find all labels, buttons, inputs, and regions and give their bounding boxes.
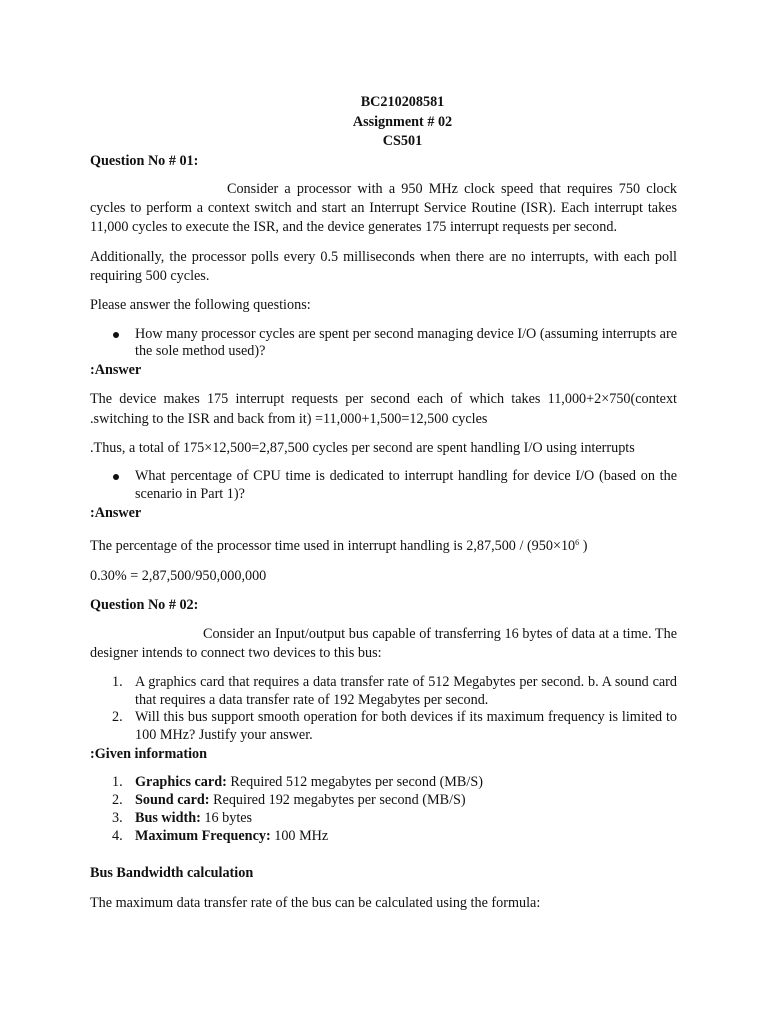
list-number: 2. (112, 792, 123, 809)
list-item-text: Will this bus support smooth operation for both devices if its maximum frequency is limited to 100 MHz? Justify your answer. (135, 709, 677, 744)
list-number: 1. (112, 774, 123, 791)
bandwidth-text: The maximum data transfer rate of the bus can be calculated using the formula: (90, 894, 541, 911)
answer-2-text-end: ) (579, 538, 588, 555)
list-item (90, 810, 677, 828)
given-information-label: :Given information (90, 745, 208, 762)
course-code: CS501 (382, 133, 423, 149)
question-1-bullet-list-2 (90, 468, 677, 504)
question-1-paragraph-3: Please answer the following questions: (90, 297, 311, 314)
list-item-text: How many processor cycles are spent per second managing device I/O (assuming interrupts are the sole method used)? (135, 325, 677, 360)
list-item (90, 326, 677, 362)
answer-2-paragraph-1 (90, 533, 677, 556)
assignment-number: Assignment # 02 (352, 113, 453, 130)
list-item (90, 774, 677, 792)
given-value: 100 MHz (270, 827, 329, 844)
given-label: Sound card: (135, 792, 210, 809)
question-2-title: Question No # 02: (90, 596, 199, 613)
document-page (90, 93, 677, 913)
answer-1-paragraph-2: .Thus, a total of 175×12,500=2,87,500 cycles per second are spent handling I/O using interrupts (90, 440, 635, 457)
list-number: 4. (112, 827, 123, 844)
list-item (90, 709, 677, 745)
answer-2-paragraph-2: 0.30% = 2,87,500/950,000,000 (90, 567, 267, 584)
question-1-paragraph-1: Consider a processor with a 950 MHz clock speed that requires 750 clock cycles to perform a context switch and start an Interrupt Service Routine (ISR). Each interrupt takes 11,000 cycles to execute the ISR, and the device generates 175 interrupt requests per second. (90, 180, 677, 236)
list-item (90, 828, 677, 846)
exponent: 6 (575, 538, 580, 548)
given-label: Maximum Frequency: (135, 827, 271, 844)
answer-2-label: :Answer (90, 504, 142, 521)
list-item (90, 674, 677, 710)
question-1-bullet-list-1 (90, 326, 677, 362)
answer-1-paragraph-1: The device makes 175 interrupt requests per second each of which takes 11,000+2×750(context .switching to the ISR and back from it) =11,000+1,500=12,500 cycles (90, 391, 677, 427)
list-item (90, 792, 677, 810)
given-label: Bus width: (135, 809, 201, 826)
question-2-numbered-list (90, 674, 677, 745)
list-item-text: What percentage of CPU time is dedicated to interrupt handling for device I/O (based on the scenario in Part 1)? (135, 468, 677, 503)
given-value: Required 192 megabytes per second (MB/S) (209, 792, 466, 809)
bandwidth-title: Bus Bandwidth calculation (90, 865, 254, 882)
list-item (90, 468, 677, 504)
given-value: Required 512 megabytes per second (MB/S) (226, 774, 483, 791)
question-2-paragraph-1: Consider an Input/output bus capable of transferring 16 bytes of data at a time. The designer intends to connect two devices to this bus: (90, 626, 677, 662)
given-value: 16 bytes (200, 809, 253, 826)
list-number: 3. (112, 809, 123, 826)
bullet-icon (113, 474, 119, 480)
list-item-text: A graphics card that requires a data transfer rate of 512 Megabytes per second. b. A sound card that requires a data transfer rate of 192 Megabytes per second. (135, 673, 677, 708)
answer-2-text: The percentage of the processor time used in interrupt handling is 2,87,500 / (950×10 (90, 538, 576, 555)
bullet-icon (113, 332, 119, 338)
question-1-title: Question No # 01: (90, 152, 199, 169)
given-information-list (90, 774, 677, 845)
document-header (128, 93, 677, 152)
list-number: 1. (112, 673, 123, 690)
question-1-paragraph-2: Additionally, the processor polls every 0.5 milliseconds when there are no interrupts, with each poll requiring 500 cycles. (90, 248, 677, 284)
given-label: Graphics card: (135, 774, 227, 791)
list-number: 2. (112, 709, 123, 726)
student-id: BC210208581 (360, 94, 445, 110)
answer-1-label: :Answer (90, 362, 142, 379)
